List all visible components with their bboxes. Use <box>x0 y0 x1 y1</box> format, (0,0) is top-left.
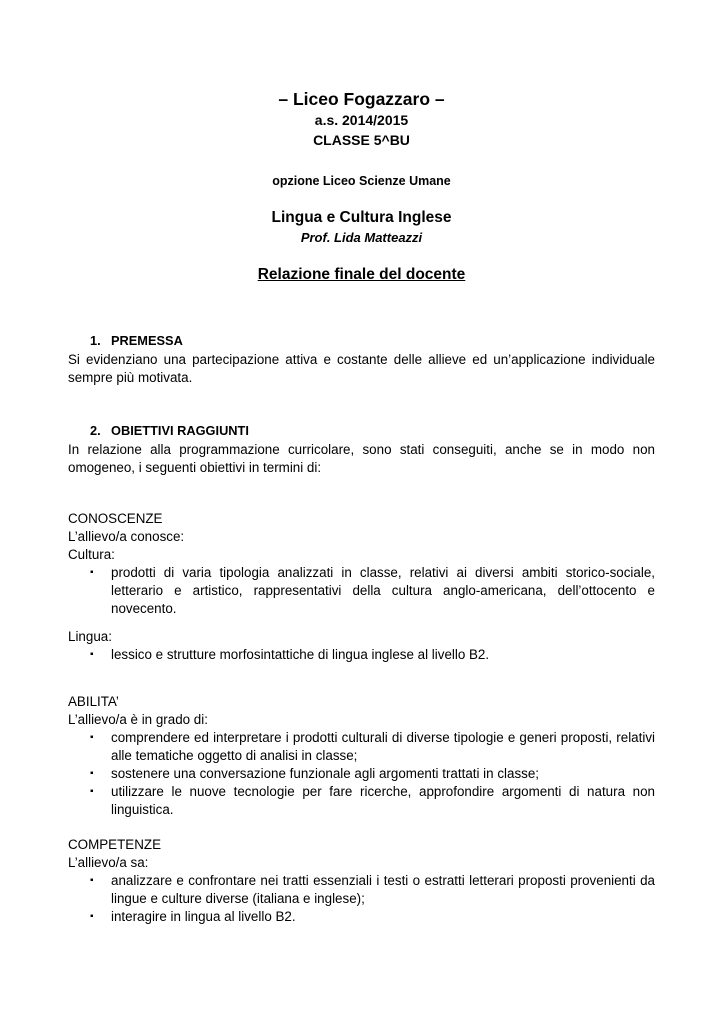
list-item: ▪ interagire in lingua al livello B2. <box>90 909 296 924</box>
competenze-intro: L’allievo/a sa: <box>68 855 149 870</box>
lingua-label: Lingua: <box>68 629 112 644</box>
subject-title: Lingua e Cultura Inglese <box>271 209 452 226</box>
report-title: Relazione finale del docente <box>257 266 466 283</box>
list-item: ▪ utilizzare le nuove tecnologie per fare ricerche, approfondire argomenti di natura non linguistica. <box>90 784 655 817</box>
competenze-list <box>68 872 655 926</box>
lingua-list <box>68 646 655 664</box>
list-item: ▪ comprendere ed interpretare i prodotti culturali di diverse tipologie e generi proposti, relativi alle tematiche oggetto di analisi in classe; <box>90 730 655 763</box>
bullet-icon: ▪ <box>90 786 94 797</box>
school-title: – Liceo Fogazzaro – <box>278 89 445 109</box>
bullet-icon: ▪ <box>90 768 94 779</box>
competenze-heading: COMPETENZE <box>68 837 161 852</box>
bullet-icon: ▪ <box>90 875 94 886</box>
conoscenze-heading: CONOSCENZE <box>68 511 163 526</box>
bullet-icon: ▪ <box>90 911 94 922</box>
bullet-icon: ▪ <box>90 567 94 578</box>
cultura-list <box>68 564 655 618</box>
class-name: CLASSE 5^BU <box>313 132 410 148</box>
school-year: a.s. 2014/2015 <box>314 112 409 128</box>
section-number: 2. <box>90 423 101 438</box>
cultura-label: Cultura: <box>68 547 115 562</box>
section-obiettivi-heading <box>68 422 655 440</box>
section-title: OBIETTIVI RAGGIUNTI <box>111 423 249 438</box>
list-item: ▪ sostenere una conversazione funzionale agli argomenti trattati in classe; <box>90 766 540 781</box>
teacher-name: Prof. Lida Matteazzi <box>300 230 423 245</box>
abilita-list <box>68 729 655 819</box>
list-item: ▪ prodotti di varia tipologia analizzati in classe, relativi ai diversi ambiti storico-sociale, letterario e artistico, rappresentativi della cultura anglo-americana, dell’ottocento e novecento. <box>90 565 655 616</box>
abilita-intro: L’allievo/a è in grado di: <box>68 712 208 727</box>
course-option: opzione Liceo Scienze Umane <box>272 174 451 188</box>
list-item: ▪ analizzare e confrontare nei tratti essenziali i testi o estratti letterari proposti provenienti da lingue e culture diverse (italiana e inglese); <box>90 873 655 906</box>
section-premessa-heading <box>68 332 655 350</box>
conoscenze-intro: L’allievo/a conosce: <box>68 529 185 544</box>
section-number: 1. <box>90 333 101 348</box>
bullet-icon: ▪ <box>90 732 94 743</box>
obiettivi-text: In relazione alla programmazione curricolare, sono stati conseguiti, anche se in modo non omogeneo, i seguenti obiettivi in termini di: <box>68 442 655 475</box>
abilita-heading: ABILITA’ <box>68 694 119 709</box>
bullet-icon: ▪ <box>90 649 94 660</box>
premessa-text: Si evidenziano una partecipazione attiva e costante delle allieve ed un’applicazione individuale sempre più motivata. <box>68 352 655 385</box>
list-item: ▪ lessico e strutture morfosintattiche di lingua inglese al livello B2. <box>90 647 490 662</box>
section-title: PREMESSA <box>111 333 183 348</box>
